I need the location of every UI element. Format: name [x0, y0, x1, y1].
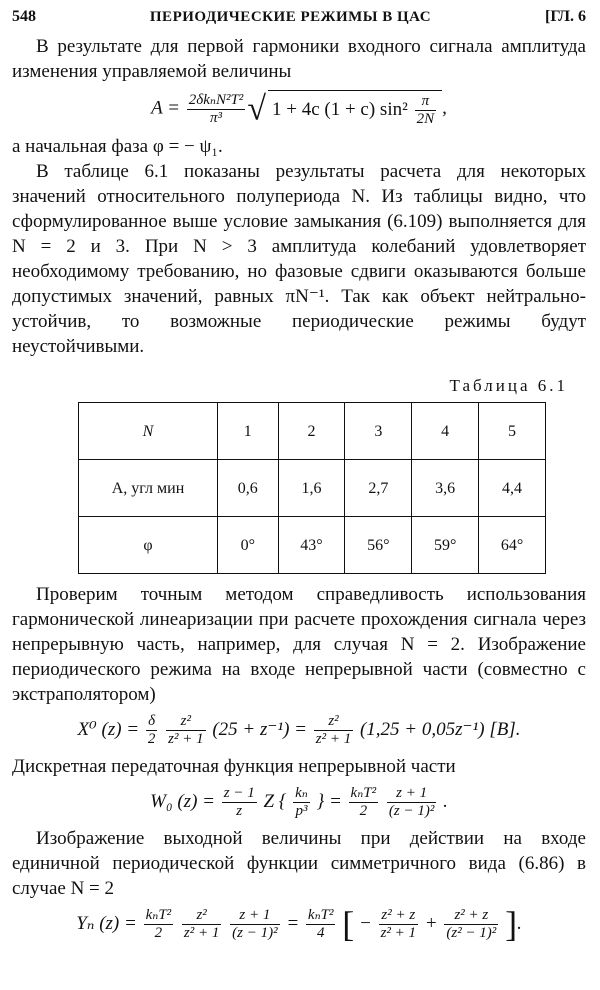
formula-x-tail: (1,25 + 0,05z⁻¹) [В].: [359, 718, 521, 740]
formula-w-tail: .: [443, 790, 448, 812]
formula-x-f1: [146, 713, 158, 748]
formula-y-f4-num: kₙT²: [307, 907, 334, 923]
formula-x-f3-den: z² + 1: [315, 731, 352, 747]
formula-w-f1-den: z: [236, 803, 243, 819]
formula-x-lhs: X⁰ (z) =: [77, 718, 140, 740]
table-cell: 5: [479, 403, 546, 460]
left-bracket: [: [342, 904, 355, 944]
formula-a-coef-num: 2δkₙN²T²: [188, 91, 244, 108]
formula-w-f3: [349, 785, 379, 820]
formula-y-plus: +: [424, 912, 438, 934]
table-row-head: A, угл мин: [79, 460, 218, 517]
formula-w-f3-num: kₙT²: [350, 785, 377, 801]
formula-a-coef-den: π³: [210, 109, 223, 126]
table-cell: 4,4: [479, 460, 546, 517]
formula-y-f4-den: 4: [316, 925, 325, 941]
formula-w-f4: [387, 785, 436, 820]
formula-a-coef: [187, 92, 246, 127]
paragraph-2: а начальная фаза φ = − ψ₁.: [12, 136, 223, 157]
formula-y-f5: [379, 907, 418, 942]
page-header: [12, 4, 586, 34]
table-cell: 0°: [218, 517, 279, 574]
table-cell: 4: [412, 403, 479, 460]
formula-w-f1: [222, 785, 257, 820]
formula-y-tail: .: [517, 912, 522, 934]
sqrt-sign: √: [247, 90, 266, 128]
formula-w-f1-num: z − 1: [223, 785, 255, 801]
formula-w-f2: [293, 785, 310, 820]
formula-x-f1-den: 2: [147, 731, 156, 747]
table-cell: 1: [218, 403, 279, 460]
formula-y-f5-den: z² + 1: [380, 925, 417, 941]
formula-y-f3: [230, 907, 279, 942]
formula-a-radicand-text: 1 + 4c (1 + c) sin²: [271, 98, 408, 120]
formula-y-minus: −: [358, 912, 372, 934]
paragraph-1: В результате для первой гармоники входного сигнала амплитуда изменения управляемой величины: [12, 36, 586, 82]
results-table: [78, 402, 546, 574]
formula-w-f2-num: kₙ: [295, 785, 308, 801]
formula-y-f6: [444, 907, 498, 942]
formula-w-f4-num: z + 1: [387, 785, 436, 803]
formula-x-f3: [314, 713, 353, 748]
formula-x-f1-num: δ: [146, 713, 158, 731]
formula-w-mid2: } =: [316, 790, 342, 812]
formula-w-f2-den: p³: [295, 803, 308, 819]
formula-y-f3-den: (z − 1)²: [232, 925, 278, 941]
formula-w-f3-den: 2: [359, 803, 368, 819]
formula-a-angle: [415, 93, 437, 128]
formula-transfer-function: [12, 785, 586, 820]
formula-y-f2: [182, 907, 221, 942]
running-title: ПЕРИОДИЧЕСКИЕ РЕЖИМЫ В ЦАС: [149, 9, 432, 25]
table-caption: Таблица 6.1: [449, 376, 568, 395]
formula-y-f1: [144, 907, 174, 942]
formula-input-image: [12, 713, 586, 748]
page-number: 548: [12, 8, 36, 25]
paragraph-6: Изображение выходной величины при действии на входе единичной периодической функции симметричного вида (6.86) в случае N = 2: [12, 828, 586, 899]
formula-a-angle-num: π: [415, 93, 437, 111]
formula-a-angle-den: 2N: [416, 111, 435, 127]
formula-w-mid: Z {: [263, 790, 287, 812]
formula-x-f3-num: z²: [314, 713, 353, 731]
table-cell: 64°: [479, 517, 546, 574]
paragraph-4: Проверим точным методом справедливость использования гармонической линеаризации при расчете прохождения сигнала через непрерывную часть, например, для случая N = 2. Изображение периодического режима на входе непрерывной части (совместно с экстраполятором): [12, 584, 586, 705]
right-bracket: ]: [505, 904, 518, 944]
formula-y-f1-den: 2: [154, 925, 163, 941]
table-row-head: N: [79, 403, 218, 460]
formula-x-f2-num: z²: [166, 713, 205, 731]
formula-y-f6-den: (z² − 1)²: [446, 925, 497, 941]
formula-y-f2-num: z²: [182, 907, 221, 925]
formula-w-lhs: W₀ (z) =: [150, 790, 215, 812]
formula-x-f2-den: z² + 1: [168, 731, 204, 747]
table-cell: 1,6: [278, 460, 345, 517]
table-row-head: φ: [79, 517, 218, 574]
formula-y-f2-den: z² + 1: [183, 925, 220, 941]
formula-y-f5-num: z² + z: [379, 907, 418, 925]
formula-w-f4-den: (z − 1)²: [388, 803, 435, 819]
table-cell: 2: [278, 403, 345, 460]
table-cell: 56°: [345, 517, 412, 574]
paragraph-3: В таблице 6.1 показаны результаты расчета для некоторых значений относительного полупериода N. Из таблицы видно, что сформулированное выше условие замыкания (6.109) выполняется для N = 2 и 3. При N > 3 амплитуда колебаний удовлетворяет необходимому требованию, но фазовые сдвиги оказываются больше допустимых значений, равных πN⁻¹. Так как объект нейтрально-устойчив, то возможные периодические режимы будут неустойчивыми.: [12, 161, 586, 357]
formula-y-eq: =: [286, 912, 300, 934]
formula-a-tail: ,: [442, 97, 447, 119]
formula-a-lhs: A =: [151, 97, 180, 119]
formula-amplitude: [12, 90, 586, 128]
table-row: [79, 460, 546, 517]
table-cell: 43°: [278, 517, 345, 574]
table-cell: 3: [345, 403, 412, 460]
formula-x-f2: [166, 713, 205, 748]
formula-a-radicand: [268, 90, 442, 128]
table-cell: 2,7: [345, 460, 412, 517]
formula-y-lhs: Yₙ (z) =: [76, 912, 137, 934]
table-cell: 59°: [412, 517, 479, 574]
table-row: [79, 403, 546, 460]
formula-y-f1-num: kₙT²: [145, 907, 172, 923]
formula-y-f6-num: z² + z: [444, 907, 498, 925]
table-cell: 3,6: [412, 460, 479, 517]
formula-output-image: [12, 904, 586, 944]
table-row: [79, 517, 546, 574]
table-cell: 0,6: [218, 460, 279, 517]
paragraph-5: Дискретная передаточная функция непрерывной части: [12, 756, 456, 777]
formula-y-f3-num: z + 1: [230, 907, 279, 925]
formula-x-mid: (25 + z⁻¹) =: [212, 718, 307, 740]
chapter-label: [ГЛ. 6: [544, 8, 586, 25]
formula-y-f4: [306, 907, 336, 942]
